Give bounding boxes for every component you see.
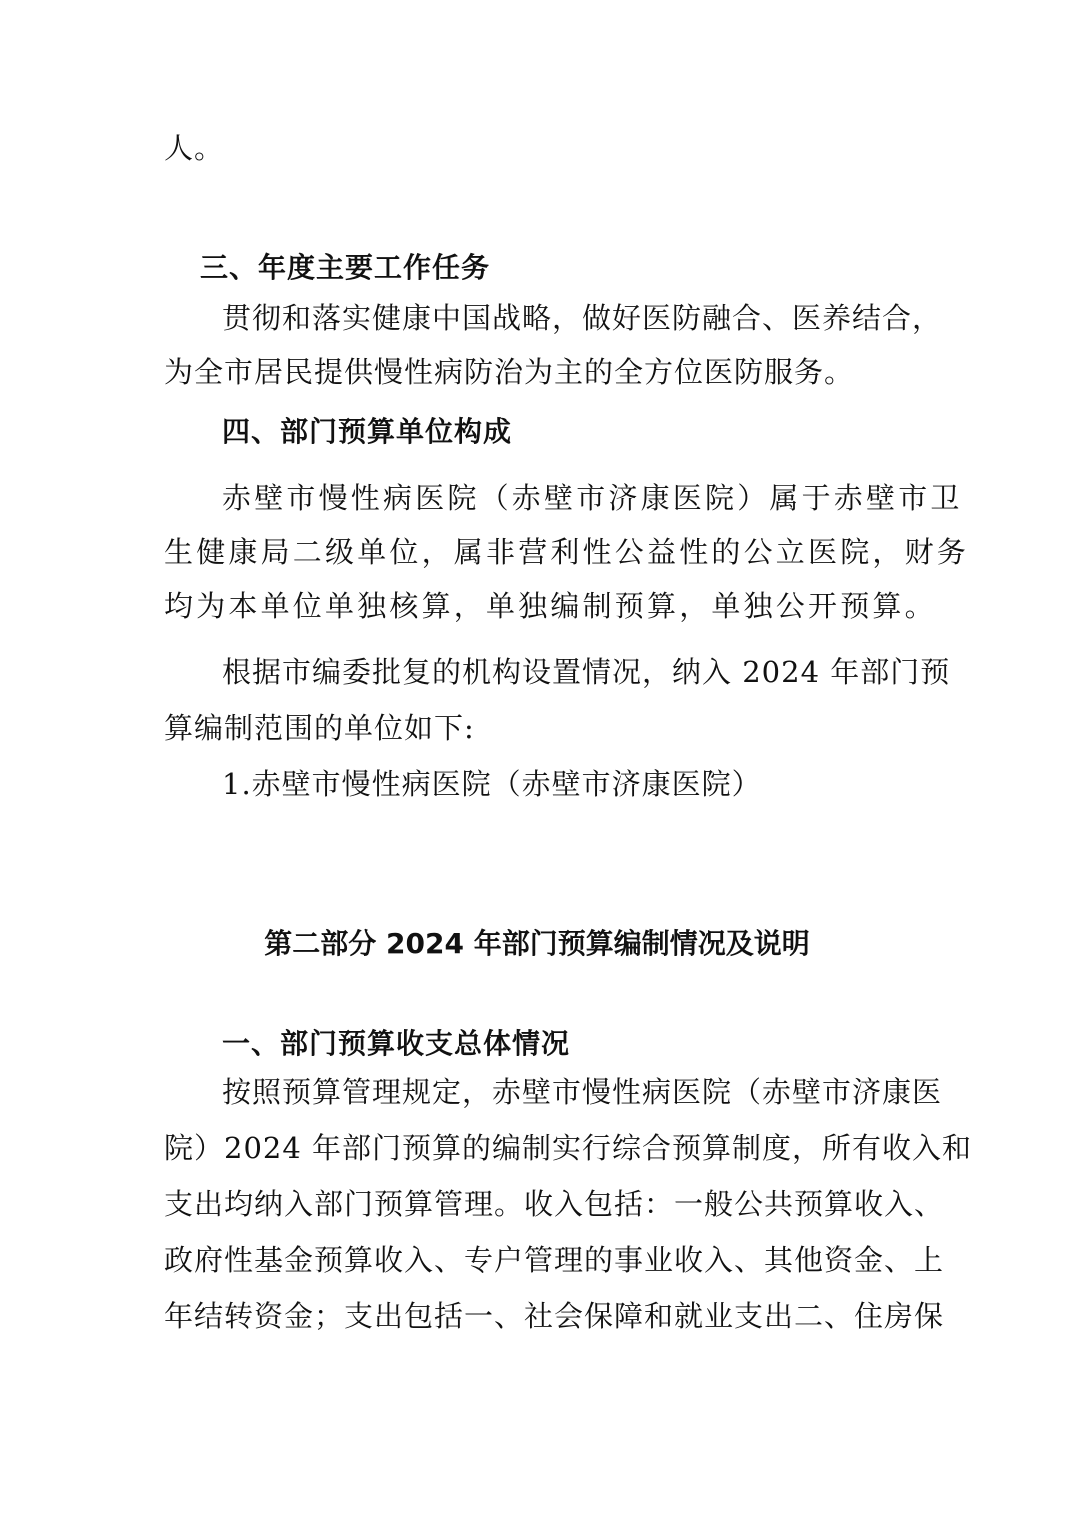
paragraph-line: 贯彻和落实健康中国战略，做好医防融合、医养结合， [222, 301, 943, 335]
list-item: 1.赤壁市慢性病医院（赤壁市济康医院） [222, 767, 762, 801]
paragraph-fragment: 人。 [164, 131, 225, 165]
paragraph-line: 赤壁市慢性病医院（赤壁市济康医院）属于赤壁市卫 [222, 481, 963, 515]
paragraph-line: 政府性基金预算收入、专户管理的事业收入、其他资金、上 [164, 1243, 945, 1277]
paragraph-line: 年结转资金；支出包括一、社会保障和就业支出二、住房保 [164, 1299, 945, 1333]
section-heading-3: 三、年度主要工作任务 [200, 251, 491, 284]
paragraph-line: 为全市居民提供慢性病防治为主的全方位医防服务。 [164, 355, 855, 389]
paragraph-line: 生健康局二级单位，属非营利性公益性的公立医院，财务 [164, 535, 970, 569]
section-heading-4: 四、部门预算单位构成 [222, 415, 513, 448]
paragraph-line: 均为本单位单独核算，单独编制预算，单独公开预算。 [164, 589, 937, 623]
paragraph-line: 支出均纳入部门预算管理。收入包括：一般公共预算收入、 [164, 1187, 945, 1221]
section-heading-1: 一、部门预算收支总体情况 [222, 1027, 571, 1060]
paragraph-line: 根据市编委批复的机构设置情况，纳入 2024 年部门预 [222, 655, 951, 689]
paragraph-line: 院）2024 年部门预算的编制实行综合预算制度，所有收入和 [164, 1131, 973, 1165]
part-title: 第二部分 2024 年部门预算编制情况及说明 [264, 927, 810, 960]
paragraph-line: 按照预算管理规定，赤壁市慢性病医院（赤壁市济康医 [222, 1075, 943, 1109]
paragraph-line: 算编制范围的单位如下: [164, 711, 475, 745]
